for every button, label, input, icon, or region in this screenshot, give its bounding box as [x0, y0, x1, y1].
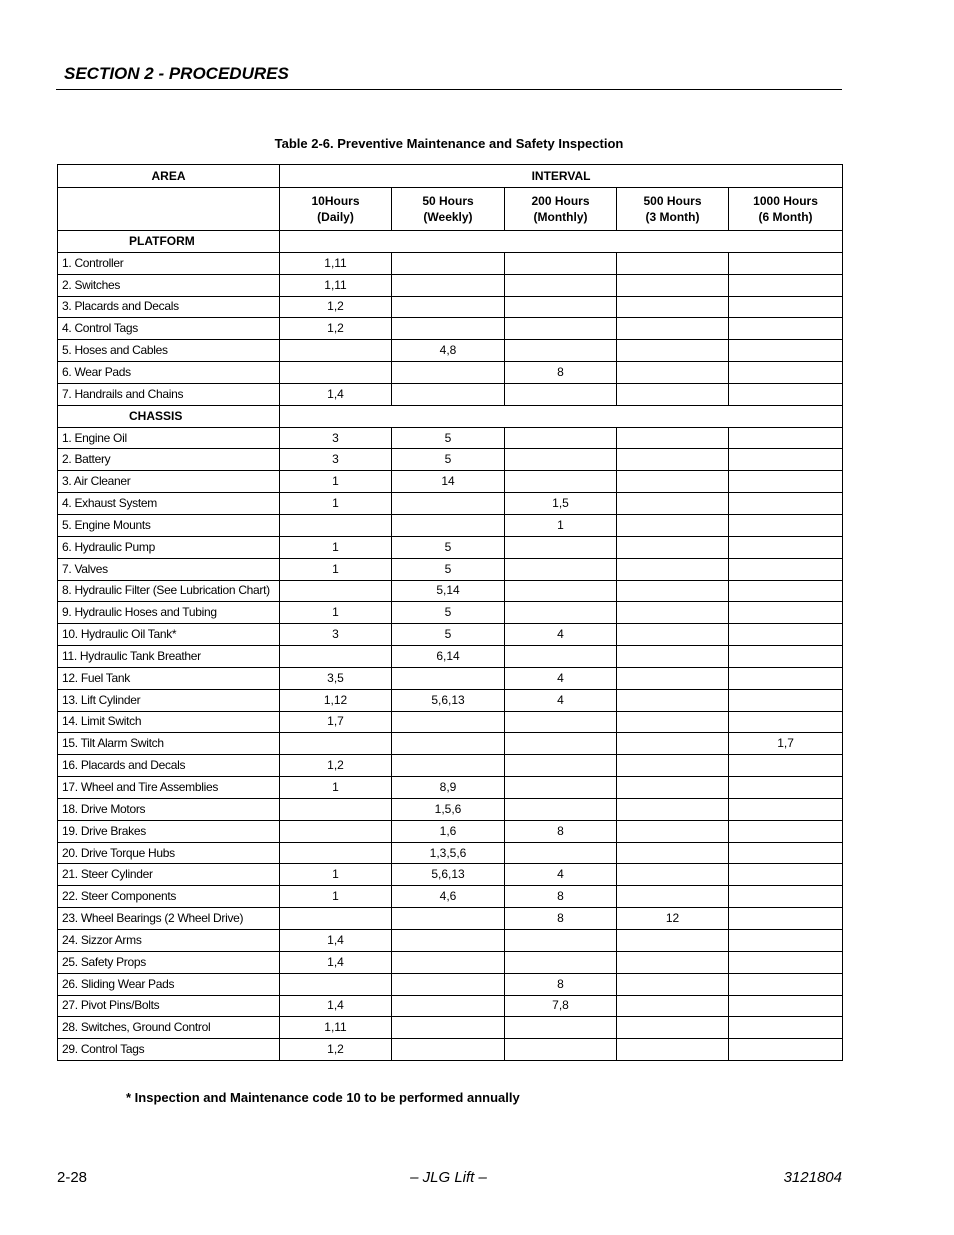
interval-cell — [280, 733, 392, 755]
area-header-blank — [58, 188, 280, 231]
interval-cell — [729, 536, 843, 558]
interval-cell — [729, 252, 843, 274]
interval-cell — [729, 449, 843, 471]
interval-col-header: 1000 Hours (6 Month) — [729, 188, 843, 231]
interval-cell — [392, 995, 505, 1017]
area-cell: 6. Hydraulic Pump — [58, 536, 280, 558]
interval-cell: 4 — [505, 689, 617, 711]
table-row — [58, 886, 843, 908]
interval-cell: 4,8 — [392, 340, 505, 362]
interval-cell: 4 — [505, 624, 617, 646]
interval-cell — [392, 296, 505, 318]
interval-cell — [392, 1039, 505, 1061]
interval-cell — [617, 274, 729, 296]
interval-cell — [280, 908, 392, 930]
interval-cell: 1,12 — [280, 689, 392, 711]
interval-cell — [617, 930, 729, 952]
interval-cell — [729, 427, 843, 449]
interval-cell — [617, 471, 729, 493]
area-cell: 15. Tilt Alarm Switch — [58, 733, 280, 755]
interval-cell: 6,14 — [392, 646, 505, 668]
interval-cell — [392, 514, 505, 536]
interval-cell — [617, 449, 729, 471]
interval-cell — [505, 1039, 617, 1061]
header-row-2 — [58, 188, 843, 231]
interval-cell — [392, 733, 505, 755]
interval-cell: 1,5,6 — [392, 798, 505, 820]
interval-cell: 5 — [392, 427, 505, 449]
interval-cell — [392, 1017, 505, 1039]
interval-cell — [729, 820, 843, 842]
interval-cell: 8 — [505, 362, 617, 384]
interval-cell — [617, 777, 729, 799]
interval-cell — [729, 842, 843, 864]
interval-cell — [617, 362, 729, 384]
interval-cell: 5 — [392, 558, 505, 580]
table-row — [58, 362, 843, 384]
interval-cell — [505, 427, 617, 449]
interval-cell — [505, 930, 617, 952]
interval-cell: 1,4 — [280, 930, 392, 952]
interval-cell — [729, 383, 843, 405]
interval-cell: 1,2 — [280, 296, 392, 318]
document-number: 3121804 — [783, 1169, 842, 1186]
header-row-1 — [58, 165, 843, 188]
interval-cell: 5 — [392, 449, 505, 471]
interval-cell — [729, 274, 843, 296]
area-cell: 12. Fuel Tank — [58, 667, 280, 689]
interval-cell — [617, 798, 729, 820]
interval-cell — [505, 1017, 617, 1039]
interval-cell: 5,6,13 — [392, 864, 505, 886]
interval-cell — [392, 755, 505, 777]
interval-cell — [729, 1017, 843, 1039]
interval-cell: 8 — [505, 886, 617, 908]
table-title: Table 2-6. Preventive Maintenance and Safety Inspection — [274, 136, 624, 151]
area-cell: 10. Hydraulic Oil Tank* — [58, 624, 280, 646]
interval-cell — [617, 514, 729, 536]
interval-cell: 1 — [280, 886, 392, 908]
interval-cell: 1,6 — [392, 820, 505, 842]
area-cell: 4. Control Tags — [58, 318, 280, 340]
area-cell: 16. Placards and Decals — [58, 755, 280, 777]
interval-cell — [505, 777, 617, 799]
section-fill — [280, 231, 843, 253]
interval-cell — [729, 777, 843, 799]
interval-cell — [729, 798, 843, 820]
table-row — [58, 842, 843, 864]
table-row — [58, 689, 843, 711]
table-row — [58, 536, 843, 558]
table-row — [58, 820, 843, 842]
interval-cell — [392, 908, 505, 930]
interval-cell — [617, 951, 729, 973]
area-cell: 2. Switches — [58, 274, 280, 296]
area-cell: 27. Pivot Pins/Bolts — [58, 995, 280, 1017]
interval-cell — [280, 842, 392, 864]
interval-cell: 1 — [280, 864, 392, 886]
interval-cell: 1,7 — [729, 733, 843, 755]
interval-col-header: 200 Hours (Monthly) — [505, 188, 617, 231]
area-cell: 5. Engine Mounts — [58, 514, 280, 536]
interval-cell: 4 — [505, 864, 617, 886]
interval-cell — [392, 667, 505, 689]
header-rule — [56, 89, 842, 90]
interval-cell: 1 — [280, 493, 392, 515]
interval-cell — [617, 689, 729, 711]
table-row — [58, 995, 843, 1017]
interval-cell — [505, 536, 617, 558]
interval-header: INTERVAL — [280, 165, 843, 188]
table-row — [58, 514, 843, 536]
interval-cell — [729, 755, 843, 777]
interval-cell — [505, 274, 617, 296]
table-row — [58, 777, 843, 799]
section-fill — [280, 405, 843, 427]
area-cell: 22. Steer Components — [58, 886, 280, 908]
interval-cell — [617, 536, 729, 558]
area-cell: 17. Wheel and Tire Assemblies — [58, 777, 280, 799]
area-cell: 9. Hydraulic Hoses and Tubing — [58, 602, 280, 624]
area-cell: 26. Sliding Wear Pads — [58, 973, 280, 995]
area-cell: 1. Engine Oil — [58, 427, 280, 449]
interval-cell — [505, 558, 617, 580]
interval-cell — [617, 493, 729, 515]
interval-cell — [392, 493, 505, 515]
interval-cell — [505, 951, 617, 973]
table-row — [58, 930, 843, 952]
table-row — [58, 383, 843, 405]
interval-cell: 1 — [280, 558, 392, 580]
interval-cell — [505, 646, 617, 668]
interval-cell — [392, 252, 505, 274]
interval-cell — [617, 427, 729, 449]
interval-cell — [505, 842, 617, 864]
table-body — [58, 231, 843, 1061]
interval-cell — [617, 842, 729, 864]
interval-cell — [280, 362, 392, 384]
table-row — [58, 624, 843, 646]
section-label: PLATFORM — [58, 231, 280, 253]
interval-cell — [729, 908, 843, 930]
interval-cell — [729, 973, 843, 995]
area-cell: 19. Drive Brakes — [58, 820, 280, 842]
interval-cell — [729, 580, 843, 602]
interval-cell — [617, 318, 729, 340]
interval-cell — [392, 362, 505, 384]
area-cell: 18. Drive Motors — [58, 798, 280, 820]
table-row — [58, 733, 843, 755]
area-cell: 11. Hydraulic Tank Breather — [58, 646, 280, 668]
interval-cell: 12 — [617, 908, 729, 930]
interval-cell: 5 — [392, 536, 505, 558]
interval-cell: 8 — [505, 973, 617, 995]
interval-cell: 5 — [392, 602, 505, 624]
area-cell: 20. Drive Torque Hubs — [58, 842, 280, 864]
table-row — [58, 427, 843, 449]
interval-cell: 8 — [505, 820, 617, 842]
table-row — [58, 493, 843, 515]
interval-cell — [280, 973, 392, 995]
interval-cell — [729, 296, 843, 318]
area-cell: 1. Controller — [58, 252, 280, 274]
interval-cell — [617, 973, 729, 995]
interval-cell — [729, 624, 843, 646]
interval-cell — [505, 602, 617, 624]
interval-cell: 5 — [392, 624, 505, 646]
area-cell: 2. Battery — [58, 449, 280, 471]
area-header: AREA — [58, 165, 280, 188]
interval-cell — [617, 340, 729, 362]
interval-cell: 14 — [392, 471, 505, 493]
interval-cell: 3,5 — [280, 667, 392, 689]
area-cell: 6. Wear Pads — [58, 362, 280, 384]
area-cell: 3. Air Cleaner — [58, 471, 280, 493]
area-cell: 28. Switches, Ground Control — [58, 1017, 280, 1039]
area-cell: 7. Valves — [58, 558, 280, 580]
table-row — [58, 798, 843, 820]
interval-cell — [617, 886, 729, 908]
area-cell: 5. Hoses and Cables — [58, 340, 280, 362]
interval-cell: 5,6,13 — [392, 689, 505, 711]
table-row — [58, 580, 843, 602]
interval-cell — [280, 798, 392, 820]
table-row — [58, 667, 843, 689]
interval-cell: 8 — [505, 908, 617, 930]
interval-cell — [617, 755, 729, 777]
interval-cell — [729, 864, 843, 886]
interval-cell — [729, 930, 843, 952]
maintenance-table — [57, 164, 843, 1061]
interval-cell: 1,3,5,6 — [392, 842, 505, 864]
section-row — [58, 405, 843, 427]
interval-cell — [392, 274, 505, 296]
area-cell: 4. Exhaust System — [58, 493, 280, 515]
interval-cell — [617, 995, 729, 1017]
interval-cell: 4,6 — [392, 886, 505, 908]
interval-cell — [729, 558, 843, 580]
interval-cell: 1 — [505, 514, 617, 536]
area-cell: 29. Control Tags — [58, 1039, 280, 1061]
interval-cell — [729, 471, 843, 493]
table-row — [58, 449, 843, 471]
interval-cell — [505, 580, 617, 602]
interval-cell: 1,7 — [280, 711, 392, 733]
footer-brand: – JLG Lift – — [410, 1169, 487, 1186]
table-row — [58, 1039, 843, 1061]
area-cell: 25. Safety Props — [58, 951, 280, 973]
interval-cell — [729, 318, 843, 340]
table-row — [58, 318, 843, 340]
interval-cell — [505, 252, 617, 274]
interval-cell: 4 — [505, 667, 617, 689]
interval-cell — [729, 493, 843, 515]
interval-cell — [280, 580, 392, 602]
interval-cell — [617, 1039, 729, 1061]
interval-cell — [617, 733, 729, 755]
interval-cell — [617, 820, 729, 842]
interval-cell — [617, 711, 729, 733]
area-cell: 8. Hydraulic Filter (See Lubrication Chart) — [58, 580, 280, 602]
interval-cell — [729, 667, 843, 689]
interval-cell: 8,9 — [392, 777, 505, 799]
interval-cell: 5,14 — [392, 580, 505, 602]
interval-cell — [505, 340, 617, 362]
interval-cell: 1 — [280, 777, 392, 799]
interval-cell — [729, 646, 843, 668]
interval-cell: 1,2 — [280, 1039, 392, 1061]
interval-cell — [505, 471, 617, 493]
area-cell: 7. Handrails and Chains — [58, 383, 280, 405]
interval-cell — [392, 383, 505, 405]
interval-cell: 7,8 — [505, 995, 617, 1017]
interval-cell — [505, 733, 617, 755]
interval-cell: 1 — [280, 471, 392, 493]
interval-cell — [617, 1017, 729, 1039]
interval-cell — [392, 318, 505, 340]
interval-cell: 3 — [280, 427, 392, 449]
interval-cell — [729, 340, 843, 362]
interval-cell — [617, 864, 729, 886]
interval-cell — [617, 252, 729, 274]
interval-cell — [729, 1039, 843, 1061]
interval-cell: 1,2 — [280, 755, 392, 777]
interval-cell: 1,5 — [505, 493, 617, 515]
interval-cell — [617, 646, 729, 668]
interval-cell: 1,11 — [280, 252, 392, 274]
table-row — [58, 602, 843, 624]
interval-cell — [729, 689, 843, 711]
interval-cell — [729, 362, 843, 384]
interval-cell — [392, 973, 505, 995]
interval-cell: 3 — [280, 449, 392, 471]
interval-cell — [617, 667, 729, 689]
interval-cell — [617, 383, 729, 405]
interval-cell — [280, 646, 392, 668]
interval-cell: 1 — [280, 602, 392, 624]
table-row — [58, 274, 843, 296]
interval-cell — [729, 711, 843, 733]
interval-cell — [505, 449, 617, 471]
table-row — [58, 558, 843, 580]
interval-cell — [392, 930, 505, 952]
interval-cell — [505, 711, 617, 733]
interval-cell: 1,4 — [280, 951, 392, 973]
interval-cell — [392, 951, 505, 973]
table-row — [58, 646, 843, 668]
interval-cell — [280, 514, 392, 536]
section-header: SECTION 2 - PROCEDURES — [64, 64, 289, 83]
table-row — [58, 755, 843, 777]
interval-cell — [617, 296, 729, 318]
table-row — [58, 864, 843, 886]
interval-cell — [505, 296, 617, 318]
interval-col-header: 500 Hours (3 Month) — [617, 188, 729, 231]
interval-col-header: 50 Hours (Weekly) — [392, 188, 505, 231]
interval-cell: 1,2 — [280, 318, 392, 340]
area-cell: 14. Limit Switch — [58, 711, 280, 733]
table-row — [58, 908, 843, 930]
interval-cell: 1,11 — [280, 274, 392, 296]
table-row — [58, 951, 843, 973]
interval-cell — [505, 383, 617, 405]
table-row — [58, 711, 843, 733]
area-cell: 24. Sizzor Arms — [58, 930, 280, 952]
interval-cell: 1,4 — [280, 383, 392, 405]
table-row — [58, 1017, 843, 1039]
footnote: * Inspection and Maintenance code 10 to be performed annually — [126, 1090, 520, 1105]
area-cell: 3. Placards and Decals — [58, 296, 280, 318]
table-row — [58, 973, 843, 995]
area-cell: 21. Steer Cylinder — [58, 864, 280, 886]
interval-cell — [617, 624, 729, 646]
table-row — [58, 340, 843, 362]
interval-cell — [617, 602, 729, 624]
interval-cell — [505, 798, 617, 820]
interval-cell — [729, 951, 843, 973]
table-row — [58, 252, 843, 274]
interval-cell: 1,4 — [280, 995, 392, 1017]
interval-cell — [280, 820, 392, 842]
interval-cell — [729, 602, 843, 624]
interval-cell: 3 — [280, 624, 392, 646]
interval-col-header: 10Hours (Daily) — [280, 188, 392, 231]
table-row — [58, 296, 843, 318]
section-label: CHASSIS — [58, 405, 280, 427]
table-row — [58, 471, 843, 493]
area-cell: 13. Lift Cylinder — [58, 689, 280, 711]
interval-cell — [392, 711, 505, 733]
interval-cell — [617, 580, 729, 602]
interval-cell — [617, 558, 729, 580]
section-row — [58, 231, 843, 253]
interval-cell — [280, 340, 392, 362]
interval-cell — [729, 514, 843, 536]
interval-cell — [505, 318, 617, 340]
interval-cell — [729, 886, 843, 908]
page-number: 2-28 — [57, 1169, 88, 1186]
interval-cell — [729, 995, 843, 1017]
interval-cell: 1,11 — [280, 1017, 392, 1039]
interval-cell: 1 — [280, 536, 392, 558]
area-cell: 23. Wheel Bearings (2 Wheel Drive) — [58, 908, 280, 930]
interval-cell — [505, 755, 617, 777]
